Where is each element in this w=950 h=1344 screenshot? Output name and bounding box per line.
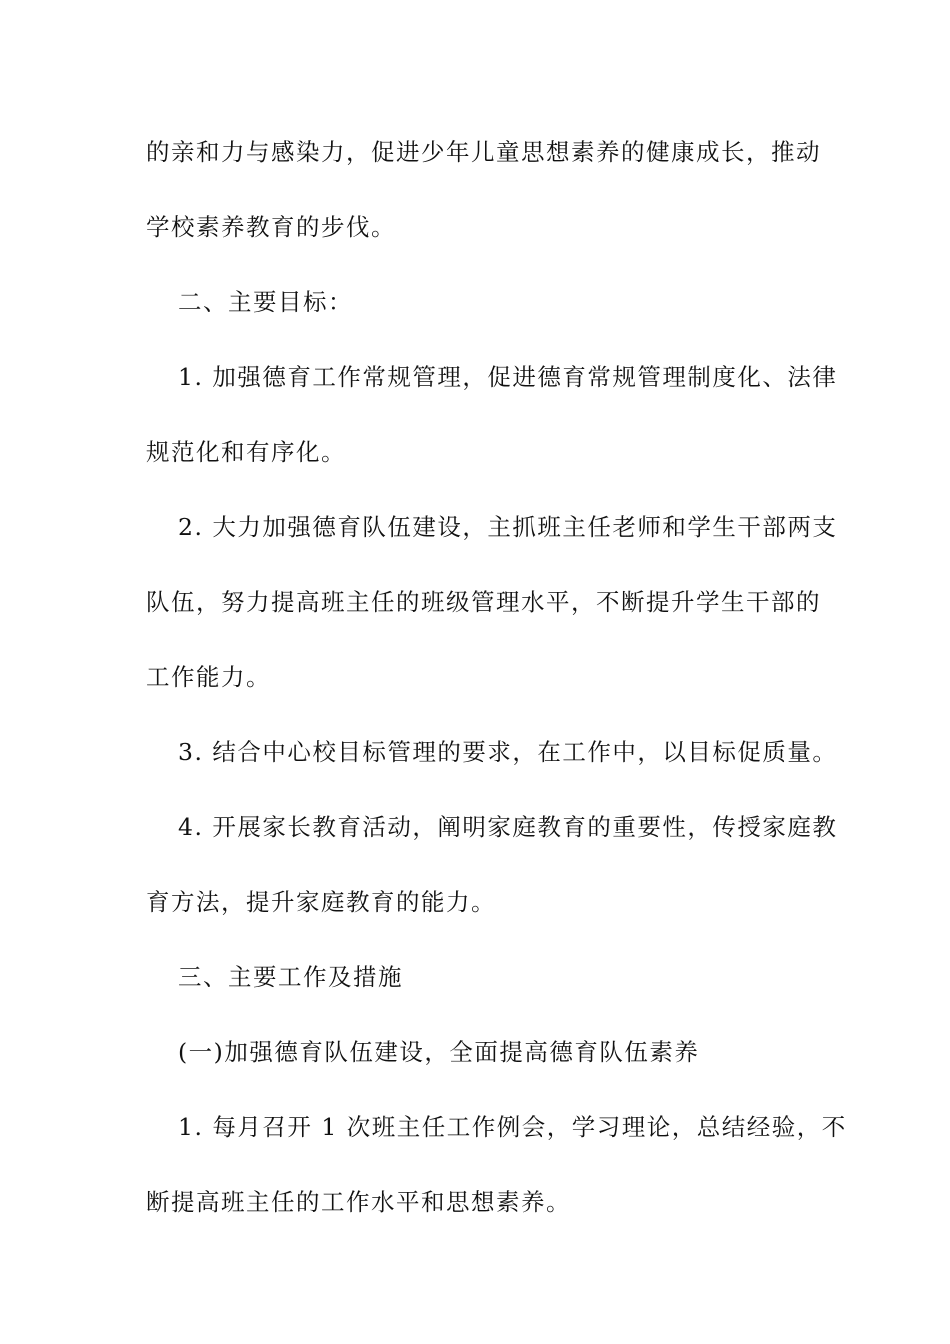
paragraph-line: 学校素养教育的步伐。 (146, 213, 396, 241)
list-item-line: 4. 开展家长教育活动，阐明家庭教育的重要性，传授家庭教 (178, 813, 838, 841)
list-item-line: 1. 加强德育工作常规管理，促进德育常规管理制度化、法律 (178, 363, 838, 391)
paragraph-line: 的亲和力与感染力，促进少年儿童思想素养的健康成长，推动 (146, 138, 821, 166)
list-item-line: 3. 结合中心校目标管理的要求，在工作中，以目标促质量。 (178, 738, 838, 766)
section-heading: 二、主要目标： (178, 288, 353, 316)
list-item-line: 队伍，努力提高班主任的班级管理水平，不断提升学生干部的 (146, 588, 821, 616)
subsection-heading: (一)加强德育队伍建设，全面提高德育队伍素养 (178, 1038, 700, 1066)
section-heading: 三、主要工作及措施 (178, 963, 403, 991)
list-item-line: 工作能力。 (146, 663, 271, 691)
list-item-line: 规范化和有序化。 (146, 438, 346, 466)
list-item-line: 1. 每月召开 1 次班主任工作例会，学习理论，总结经验，不 (178, 1113, 847, 1141)
list-item-line: 育方法，提升家庭教育的能力。 (146, 888, 496, 916)
list-item-line: 断提高班主任的工作水平和思想素养。 (146, 1188, 571, 1216)
list-item-line: 2. 大力加强德育队伍建设，主抓班主任老师和学生干部两支 (178, 513, 838, 541)
